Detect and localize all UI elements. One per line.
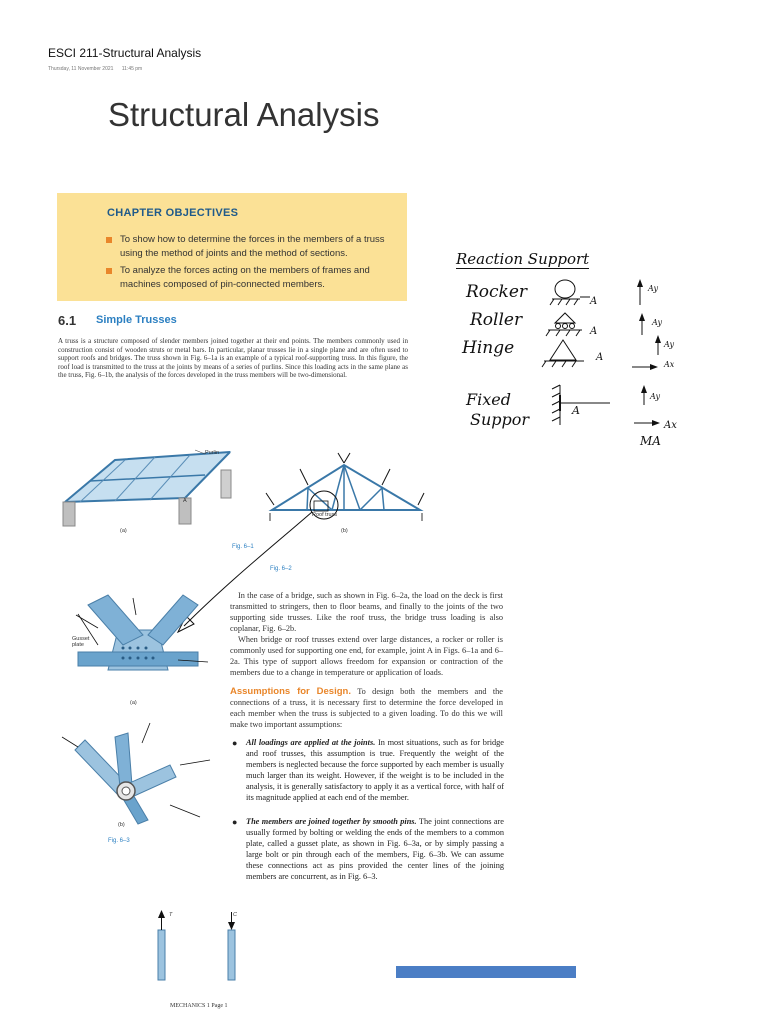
fig61-roof-truss-label: Roof truss	[312, 512, 338, 518]
assumptions-block	[230, 686, 503, 730]
hw-fixed: Fixed	[466, 390, 511, 409]
section-paragraph: A truss is a structure composed of slender members joined together at their end points. The members commonly used in construction consist of wooden struts or metal bars. In particular, planar trusses lie in a single plane and are often used to support roofs and bridges. The truss shown in Fig. 6–1a is an example of a typical roof-supporting truss. In this figure, the roof load is transmitted to the truss at the joints by means of a series of purlins. Since this loading acts in the same plane as the truss, Fig. 6–1b, the analysis of the forces developed in the truss members will be two-dimensional.	[58, 337, 408, 380]
fig61-sub-a: (a)	[120, 528, 127, 534]
tension-compression-members	[150, 910, 250, 980]
page-footer: MECHANICS 1 Page 1	[170, 1003, 228, 1009]
bullet-text: The joint connections are usually formed by bolting or welding the ends of the members to a common plate, called a gusset plate, as shown in Fig. 6–3a, or by simply passing a large bolt or pin through each of the members, Fig. 6–3b. We can assume these connections act as pins provided the center lines of the joining members are concurrent, as in Fig. 6–3.	[246, 817, 504, 881]
pin-joint-figure	[60, 725, 220, 825]
hw-joint-a: A	[596, 352, 604, 363]
fig63-sub-b: (b)	[118, 822, 125, 828]
bridge-paragraph: When bridge or roof trusses extend over large distances, a rocker or roller is commonly used for supporting one end, for example, joint A in Figs. 6–1a and 6–2a. This type of support allows freedom for expansion or contraction of the members due to a change in temperature or application of loads.	[230, 635, 503, 677]
note-title: ESCI 211-Structural Analysis	[48, 46, 202, 60]
hw-reaction: Ax	[664, 360, 675, 369]
bullet-lead: All loadings are applied at the joints.	[246, 738, 376, 747]
bridge-paragraph: In the case of a bridge, such as shown in Fig. 6–2a, the load on the deck is first transmitted to stringers, then to floor beams, and finally to the joints of the two supporting side trusses. Like the roof truss, the bridge truss loading is also coplanar, Fig. 6–2b.	[230, 591, 503, 633]
hw-hinge: Hinge	[462, 338, 515, 358]
note-date	[48, 66, 142, 72]
bullet-text: In most situations, such as for bridge and roof trusses, this assumption is true. Frequently the weight of the members is neglected because the force supported by each member is usually much larger than its weight. However, if the weight is to be included in the analysis, it is generally satisfactory to apply it as a vertical force, with half of its magnitude applied at each end of the member.	[246, 738, 504, 802]
hw-header: Reaction Support	[456, 250, 590, 268]
hw-support: Suppor	[470, 410, 530, 429]
hw-reaction: Ay	[648, 284, 658, 293]
fig61-caption: Fig. 6–1	[232, 544, 254, 550]
member-t-label: T	[169, 912, 173, 918]
note-date-value: Thursday, 11 November 2021	[48, 66, 114, 72]
fig63-caption: Fig. 6–3	[108, 838, 130, 844]
hw-joint-a: A	[572, 404, 580, 417]
section-title: Simple Trusses	[96, 314, 177, 326]
fig62-caption: Fig. 6–2	[270, 566, 292, 572]
hw-joint-a: A	[590, 326, 598, 337]
hw-reaction: Ax	[664, 420, 677, 431]
objectives-list	[105, 233, 405, 295]
assumptions-intro: To design both the members and the connections of a truss, it is necessary first to determine the force developed in each member when the truss is subjected to a given loading. To do this we will make two important assumptions:	[230, 687, 503, 729]
note-time: 11:45 pm	[121, 66, 143, 72]
fig61-purlin-label: Purlin	[205, 450, 220, 456]
assumptions-heading: Assumptions for Design.	[230, 686, 351, 697]
fig63-sub-a: (a)	[130, 700, 137, 706]
objectives-heading: CHAPTER OBJECTIVES	[107, 207, 239, 219]
hw-roller: Roller	[470, 310, 523, 330]
hw-reaction: Ay	[652, 318, 662, 327]
bullet-lead: The members are joined together by smooth pins.	[246, 817, 417, 826]
bridge-text	[230, 590, 503, 678]
hw-rocker: Rocker	[466, 282, 528, 302]
objective-item: To show how to determine the forces in the members of a truss using the method of joints and the method of sections.	[105, 233, 405, 261]
fig61-a-label: A	[183, 498, 187, 504]
assumption-bullet: ● All loadings are applied at the joints. In most situations, such as for bridge and roof trusses, this assumption is true. Frequently the weight of the members is neglected because the force supported by each member is usually much larger than its weight. However, if the weight is to be included in the analysis, it is generally satisfactory to apply it as a vertical force, with half of its magnitude applied at each end of the member.	[232, 738, 504, 802]
hw-reaction: Ay	[650, 392, 660, 401]
hw-reaction: Ay	[664, 340, 674, 349]
page-title: Structural Analysis	[108, 96, 380, 133]
assumption-bullet: ● The members are joined together by smooth pins. The joint connections are usually formed by bolting or welding the ends of the members to a common plate, called a gusset plate, as shown in Fig. 6–3a, or by simply passing a large bolt or pin through each of the members, Fig. 6–3b. We can assume these connections act as pins provided the center lines of the joining members are concurrent, as in Fig. 6–3.	[232, 817, 504, 881]
blue-highlight-bar	[396, 966, 576, 978]
hw-joint-a: A	[590, 296, 598, 307]
fig63-gusset-label: Gusset plate	[72, 636, 90, 648]
member-c-label: C	[233, 912, 237, 918]
objective-item: To analyze the forces acting on the members of frames and machines composed of pin-connected members.	[105, 264, 405, 292]
fig61-sub-b: (b)	[341, 528, 348, 534]
section-number: 6.1	[58, 313, 77, 328]
hw-moment: MA	[640, 434, 661, 448]
